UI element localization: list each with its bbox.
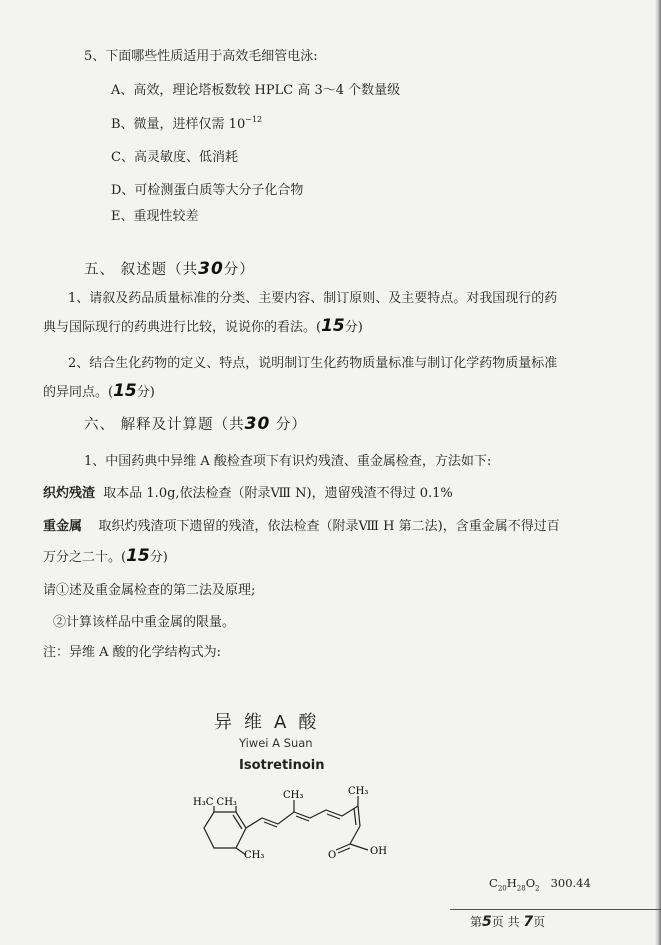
- exponent: −12: [245, 115, 263, 124]
- handwritten-score: 15: [321, 316, 345, 336]
- molecular-formula: $C_{20}H_{28}O_2$ 300.44: [489, 876, 591, 893]
- footer-divider: [450, 909, 661, 910]
- ash-test-line: 织灼残渣 取本品 1.0g,依法检查（附录Ⅷ N)，遗留残渣不得过 0.1%: [43, 486, 453, 501]
- label-gem-dimethyl: H₃C CH₃: [193, 797, 237, 808]
- section-6-title: 六、 解释及计算题（共30 分）: [84, 414, 307, 434]
- chain-double-bond: [264, 822, 277, 827]
- structure-note: 注：异维 A 酸的化学结构式为:: [43, 645, 222, 660]
- handwritten-total: 7: [523, 914, 534, 930]
- label-methyl-2: CH₃: [348, 786, 369, 797]
- q5-option-d: D、可检测蛋白质等大分子化合物: [111, 183, 304, 198]
- ask-1: 请①述及重金属检查的第二法及原理;: [43, 583, 256, 598]
- chain-bond: [350, 826, 360, 844]
- ring-double-bond: [233, 815, 242, 829]
- ask-2: ②计算该样品中重金属的限量。: [53, 615, 236, 630]
- handwritten-score: 15: [113, 381, 137, 401]
- chain-double-bond: [327, 814, 340, 819]
- chain-bond: [358, 806, 360, 826]
- scan-edge-shadow: [655, 0, 661, 945]
- polyene-chain: [246, 806, 358, 828]
- hydroxyl-bond: [350, 844, 368, 850]
- sec5-q1-line2: 典与国际现行的药典进行比较，说说你的看法。(15分): [43, 316, 363, 336]
- handwritten-score: 30: [244, 414, 271, 434]
- q5-stem: 5、下面哪些性质适用于高效毛细管电泳:: [84, 49, 318, 64]
- sec6-q1-intro: 1、中国药典中异维 A 酸检查项下有识灼残渣、重金属检查，方法如下:: [84, 454, 492, 469]
- molecular-weight: 300.44: [550, 876, 591, 890]
- carbonyl-bond: [336, 844, 350, 850]
- handwritten-score: 15: [126, 546, 150, 566]
- compound-name-cn: 异维A酸: [214, 712, 329, 733]
- heavy-metal-line2: 万分之二十。(15分): [43, 546, 168, 566]
- page-footer: 第5页 共 7页: [470, 914, 546, 930]
- chain-double-bond: [296, 816, 309, 821]
- compound-name-en: Isotretinoin: [239, 758, 325, 773]
- section-5-title: 五、 叙述题（共30分）: [84, 259, 255, 279]
- q5-option-b: B、微量，进样仅需 $10^{-12}$: [111, 115, 263, 132]
- label-ring-methyl: CH₃: [244, 850, 265, 861]
- sec5-q1-line1: 1、请叙及药品质量标准的分类、主要内容、制订原则、及主要特点。对我国现行的药: [68, 291, 558, 306]
- compound-pinyin: Yiwei A Suan: [239, 736, 313, 750]
- heavy-metal-label: 重金属: [43, 519, 83, 534]
- ring-bond: [204, 812, 246, 848]
- label-oxygen: O: [328, 850, 337, 861]
- sec5-q2-line2: 的异同点。(15分): [43, 381, 155, 401]
- methyl-bond: [236, 848, 246, 855]
- chain-double-bond: [354, 808, 356, 825]
- carbonyl-double-bond: [338, 848, 350, 853]
- q5-option-a: A、高效，理论塔板数较 HPLC 高 3～4 个数量级: [111, 83, 401, 98]
- heavy-metal-line: 重金属 取织灼残渣项下遗留的残渣，依法检查（附录Ⅷ H 第二法)，含重金属不得过百: [43, 519, 560, 534]
- q5-option-c: C、高灵敏度、低消耗: [111, 150, 238, 165]
- handwritten-page: 5: [482, 914, 492, 930]
- q5-option-e: E、重现性较差: [111, 209, 199, 224]
- ash-label: 织灼残渣: [43, 486, 96, 501]
- label-methyl: CH₃: [283, 790, 304, 801]
- label-hydroxyl: OH: [370, 846, 387, 857]
- sec5-q2-line1: 2、结合生化药物的定义、特点，说明制订生化药物质量标准与制订化学药物质量标准: [68, 356, 558, 371]
- handwritten-score: 30: [198, 259, 224, 279]
